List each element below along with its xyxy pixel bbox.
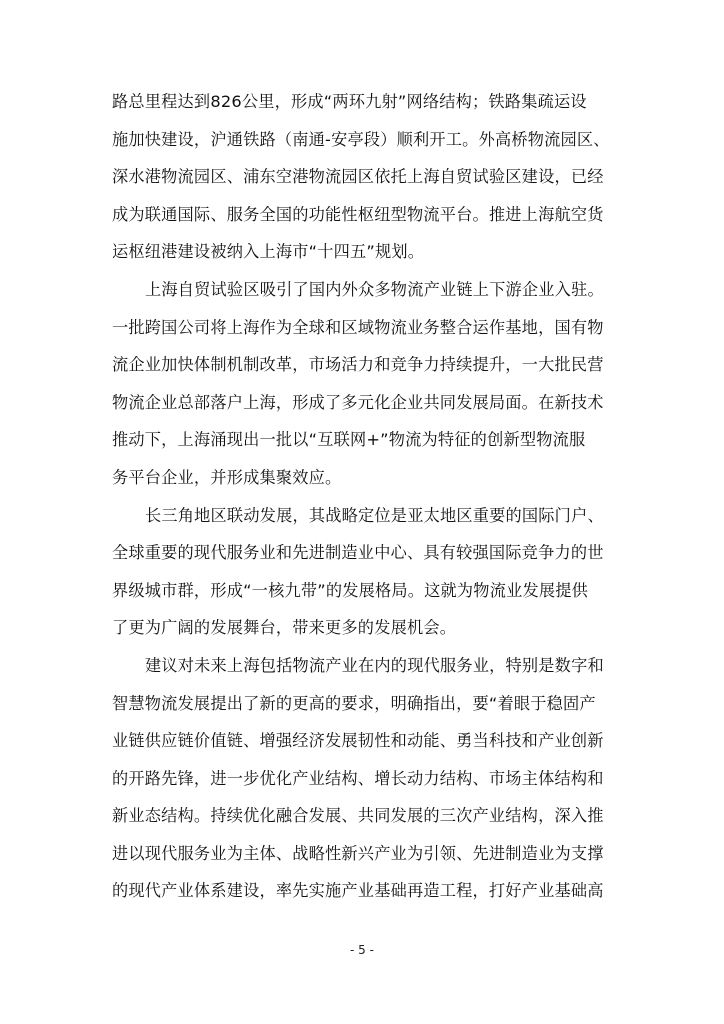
text-line: 的开路先锋，进一步优化产业结构、增长动力结构、市场主体结构和 bbox=[112, 768, 604, 788]
text-line: 深水港物流园区、浦东空港物流园区依托上海自贸试验区建设，已经 bbox=[112, 167, 604, 187]
paragraph-1 bbox=[112, 83, 612, 271]
body-text bbox=[112, 83, 612, 910]
paragraph-4 bbox=[112, 647, 612, 910]
text-line: 了更为广阔的发展舞台，带来更多的发展机会。 bbox=[112, 618, 457, 638]
paragraph-3 bbox=[112, 497, 612, 647]
text-line: 施加快建设，沪通铁路（南通-安亭段）顺利开工。外高桥物流园区、 bbox=[112, 129, 610, 149]
text-line: 流企业加快体制机制改革，市场活力和竞争力持续提升，一大批民营 bbox=[112, 355, 604, 375]
text-line: 运枢纽港建设被纳入上海市“十四五”规划。 bbox=[112, 242, 425, 262]
text-line: 上海自贸试验区吸引了国内外众多物流产业链上下游企业入驻。 bbox=[145, 279, 604, 299]
text-line: 成为联通国际、服务全国的功能性枢纽型物流平台。推进上海航空货 bbox=[112, 204, 604, 224]
page-number: - 5 - bbox=[350, 943, 374, 957]
text-line: 推动下，上海涌现出一批以“互联网+”物流为特征的创新型物流服 bbox=[112, 430, 586, 450]
text-line: 路总里程达到826公里，形成“两环九射”网络结构；铁路集疏运设 bbox=[112, 92, 587, 111]
text-line: 一批跨国公司将上海作为全球和区域物流业务整合运作基地，国有物 bbox=[112, 317, 604, 337]
text-line: 新业态结构。持续优化融合发展、共同发展的三次产业结构，深入推 bbox=[112, 806, 604, 826]
text-line: 界级城市群，形成“一核九带”的发展格局。这就为物流业发展提供 bbox=[112, 580, 589, 600]
paragraph-2 bbox=[112, 271, 612, 497]
text-line: 物流企业总部落户上海，形成了多元化企业共同发展局面。在新技术 bbox=[112, 392, 604, 412]
text-line: 务平台企业，并形成集聚效应。 bbox=[112, 467, 342, 487]
text-line: 进以现代服务业为主体、战略性新兴产业为引领、先进制造业为支撑 bbox=[112, 843, 604, 863]
text-line: 的现代产业体系建设，率先实施产业基础再造工程，打好产业基础高 bbox=[112, 881, 604, 901]
text-line: 智慧物流发展提出了新的更高的要求，明确指出，要“着眼于稳固产 bbox=[112, 693, 596, 713]
text-line: 业链供应链价值链、增强经济发展韧性和动能、勇当科技和产业创新 bbox=[112, 731, 604, 751]
text-line: 全球重要的现代服务业和先进制造业中心、具有较强国际竞争力的世 bbox=[112, 543, 604, 563]
text-line: 建议对未来上海包括物流产业在内的现代服务业，特别是数字和 bbox=[145, 655, 604, 675]
text-line: 长三角地区联动发展，其战略定位是亚太地区重要的国际门户、 bbox=[145, 505, 604, 525]
